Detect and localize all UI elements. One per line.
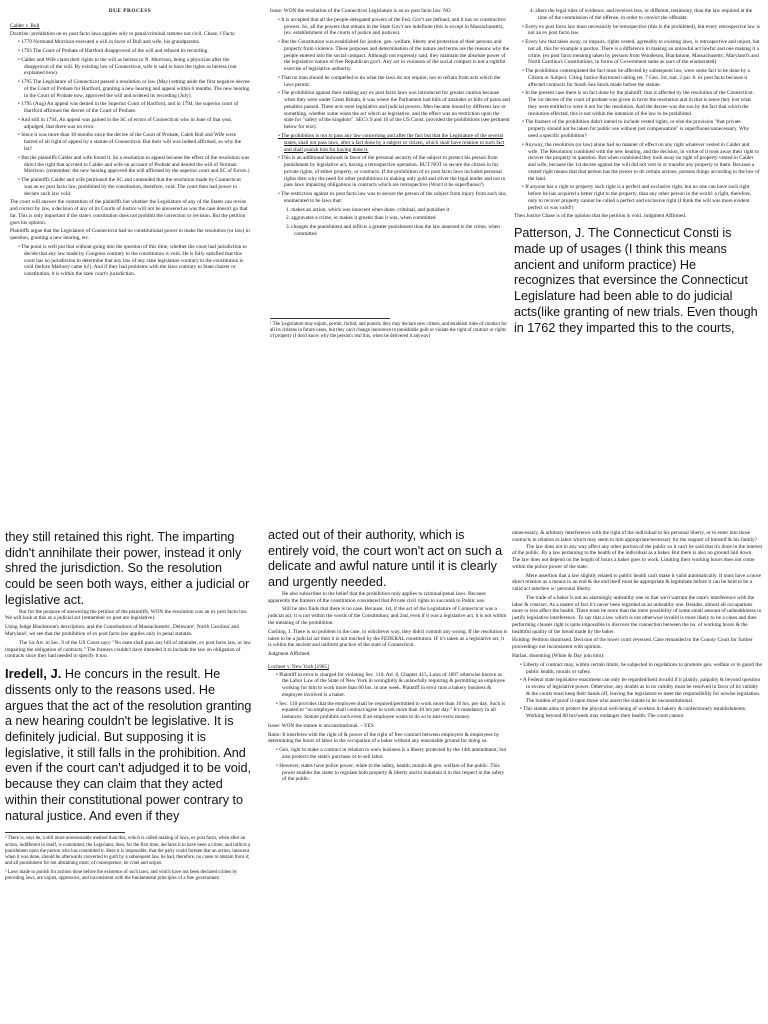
body-paragraph: He also subscribes to the belief that the prohibition only applies to criminal/penal laws. Because apparently the framers of the constitution considered that Private civil rights to succumb to Public use. (268, 590, 486, 604)
page-gap (0, 500, 768, 524)
body-paragraph: • In the present case there is no fact done by the plaintiff, that is affected by the resolution of the Connecticut. The 1st decree of the court of probate was given in favor the resolution and in that is sense they lost what they were entitled to were it not for the resolution. And the decree was the son by the fact that which the resolution effected, this is not within the intention of the law to be prohibited. (514, 90, 760, 117)
reasoning-item: • The prohibition against their making any ex post facto laws was introduced for greater caution because when they were under Great Britain, it was where the Parliament had bills of attainder or bills of pains and penalties passed. These acts were legislative and judicial powers. Men became bound by different law or something, whether some when the act which as legislative, and the effect was no restriction upon the state for "safety of the kingdom". SEC's 9 and 10 of the US Const. provided the prohibitions (see pertinent below for text). (270, 90, 510, 131)
body-paragraph: The trade of a baker is not an alarmingly unhealthy one so that we'd warrant the state's interference with the labor & contract. As a matter of fact it's never been regarded as an unhealthy one. Besides, almost all occupations more or less affect the health. There must be more than the mere possibility of some small amount of unhealthiness to justify legislative interference. To say that a law which is not otherwise invalid is more likely to be a clean and then performing clauses right is quite impossible to discover the connection between the no. of working hours & the healthful quality of the bread made by the baker. (512, 594, 762, 635)
reasoning-item: • Gen. right to make a contract in relation to one's business is a liberty protected by the 14th amendment; but also protects the state's purchase or to sell labor. (268, 747, 508, 761)
fact-item: • Since it was more than 18 months since the decree of the Court of Probate, Caleb Bull and Wife were barred of all right of appeal by a statute of Connecticut. But their will was indeed affirmed, so why the lot? (10, 132, 250, 152)
large-text-block: they still retained this right. The imparting didn't annihilate their power, instead it only shred the jurisdiction. So the resolution could be seen both ways, either a judicial or legislative act. (5, 530, 250, 607)
body-paragraph: • If anyone has a right to property such right is a perfect and exclusive right, but no one can have such right before he has acquired a better right to the property, than any other person in the world: a right, therefore, only to recover property cannot be called a perfect and exclusive right (I think the will was more evident perfect or was valid!) (514, 184, 760, 211)
enumerated-law-3: 3. changes the punishment and inflicts a greater punishment than the law annexed to the crime, when committed (286, 224, 500, 237)
reasoning-item: • But the Constitution was established for justice, gen. welfare, liberty and protection of their persons and property from violence. These purposes and determination of the nature and terms are the reasons why the people entered into the social compact. Although not expressly said, they maintain the absolute power of the legislative nature of free Republican gov't. Any act in violation of the social compact is not a rightful exercise of legislative authority. (270, 39, 510, 73)
body-paragraph: But for the purpose of answering the petition of the plaintiffs, WON the resolution was an ex post facto law. We will look at this as a judicial act (remember ex post are legislative). (5, 608, 248, 622)
large-text-block: Patterson, J. The Connecticut Consti is made up of usages (I think this means ancient and uniform practice) He recognizes that eversince the Connecticut Legislature had been able to do judicial acts(like granting of new trials. Even though in 1762 they imparted this to the courts, (514, 226, 758, 335)
fact-item: • 1795 (Aug) An appeal was denied in the Superior Court of Hartford, and in 1794, the superior court of Hartford affirmed the decree of the Court of Probate. (10, 101, 250, 115)
enumerated-law-text: changes the punishment and inflicts a greater punishment than the law annexed to the crime, when committed (291, 224, 500, 237)
document-title: DUE PROCESS (108, 8, 152, 14)
justice-name: Iredell, J. (5, 666, 62, 682)
case-heading: Calder v. Bull (10, 22, 40, 29)
body-paragraph: Cushing, J. There is no problem in the case, in whichever way, they didn't commit any wrong. If the resolution is taken to be a judicial act then it is not touched by the FEDERAL constitution. IF it's taken as a legislative act, it is within the ancient and uniform practice of the state of Connecticut. (268, 628, 507, 649)
page2-column-1 (5, 530, 255, 884)
holding-statement: Holding: Petition dismissed. Decision of the lower court reversed. Case remanded to the County Court for further proceedings not inconsistent with opinion. (512, 637, 753, 651)
body-paragraph: The 1st Art. in Sec. 9 of the US Const says: "No state shall pass any bill of attainder, ex post facto law, or law impairing the obligation of contracts." The framers couldn't have intended it to include the law on obligation of contracts since they had needed to specify it too. (5, 639, 251, 660)
body-paragraph: Still he also finds that there is no case. Because, 1st, if the act of the Legislature of Connecticut was a judicial act, it is not within the words of the Constitution; and 2nd, even if it was a legislative act, it is not within the meaning of the prohibition. (268, 606, 507, 626)
body-paragraph: Using Judge Blackstone's description, and the Constitutions of Massachusetts', Delaware', North Carolina' and Maryland', we see that the prohibition of ex post facto law applies only in penal statutes. (5, 624, 239, 637)
body-paragraph: • The plaintiffs Calder and wife petitioned the SC and contended that the resolution made by Connecticut was an ex post facto law, prohibited by the constitution, therefore, void. The court then had power to declare such law void. (10, 177, 250, 197)
page1-column-1 (10, 8, 250, 280)
footnote: ³ Laws made to punish for actions done before the existence of such laws, and which have not been declared crimes by preceding laws, are unjust, oppressive, and inconsistent with the fundamental principles of a free government. (5, 869, 238, 881)
fact-item: • 1779 Normand Morrison executed a will in favor of Bull and wife, his grandparents. (10, 39, 250, 46)
facts-list (10, 39, 250, 152)
closing-statement: Then Justice Chase is of the opinion that the petition is void. Judgment Affirmed. (514, 213, 687, 220)
large-text-block: acted out of their authority, which is entirely void, the court won't act on such a delicate and awful nature until it is clearly and urgently needed. (268, 528, 503, 590)
enumerated-law-text: aggravates a crime, or makes it greater than it was, when committed (291, 215, 436, 222)
reasoning-item: • It is accepted that all the people-delegated powers of the Fed. Gov't are defined, and it has no constructive powers. So, all the powers that remain in the State Gov't are indefinite (this is except in Massachusetts), (ex. establishment of the courts of justice and justices). (270, 17, 510, 37)
body-paragraph: • The framers of the prohibition didn't intend to include vested rights, or else the provision "that private property should not be taken for public use without just compensation" is superfluous/unnecessary. Why need a specific prohibition? (514, 119, 760, 139)
reasoning-item: • That no man should be compelled to do what the laws do not require, nor to refrain from acts which the laws permit. (270, 75, 510, 89)
dissent-item: • A Federal state legislative enactment can only be regarded/held invalid if it plainly, palpably & beyond question in excess of legislative power. Otherwise, any doubts as to its validity must be resolved in favor of its validity & the courts must keep their hands off, leaving the legislature to meet the responsibility for unwise legislation. The burden of proof is upon those who assert the statute to be unconstitutional. (512, 677, 762, 704)
document-page-2 (0, 512, 768, 1024)
fact-item: • 1793 The Court of Probate of Hartford disapproved of the will and refused its recording. (10, 48, 250, 55)
enumerated-law-text: makes an action, which was innocent when done, criminal, and punishes it (291, 206, 450, 213)
enumerated-law-4: 4. alters the legal rules of evidence, and receives less, or different, testimony, than the law required at the time of the commission of the offense, in order to convict the offender. (530, 8, 753, 21)
fact-item: • Sec. 110 provides that the employee shall be required/permitted to work more than 10 hrs. per day. Such is equated to "no employee shall contract/agree to work more than 10 hrs per day." It's mandatory in all instances. Statute prohibits such even if an employee wants to do so to earn extra money. (268, 701, 508, 721)
body-paragraph: The court will answer the contention of the plaintiffs but whether the Legislature of any of the States can revise and correct by law, a decision of any of its Courts of Justice will not be answered as was the case doesn't go that far. This is only important if the state's constitution does not prohibit the correction or revision. But the petition goes his opinion. (10, 199, 248, 226)
enumerated-law-2: 2. aggravates a crime, or makes it greater than it was, when committed (286, 215, 436, 222)
body-paragraph: The law does not in any way affect any other portion of the public so it can't be said that it's done in the interest of the public. By a law pertaining to the health of the individual as a baker. But there is also no ground laid down. The law does not depend on the length of hours a baker goes to work. Limiting their working hours does not come within the police power of the state. (512, 543, 762, 570)
body-paragraph: • The point is well put that without going into the question of this time, whether the court had jurisdiction to decide that any law made by Congress contrary to the constitution is void. He is fully satisfied that this court has no jurisdiction to determine that any law of any state legislature contrary to the constitution is void (before Marbury came in!). And if they had problems with the laws contrary to State charter or constitution, it is within the state court's jurisdiction. (10, 244, 250, 278)
footnote-rule (5, 832, 125, 833)
fact-item: • Plaintiff in error is charged for violating Sec. 110, Art. 8, Chapter 415, Laws of 1897 otherwise known as the Labor Law of the State of New York in wrongfully & unlawfully requiring & permitting an employee working for him to work more than 60 hrs. in one week. Plaintiff in error runs a bakery business & employee involved is a baker. (268, 672, 508, 699)
page2-column-2 (268, 528, 508, 785)
case-heading: Lochner v. New York [1905] (268, 663, 329, 670)
dissent-item: • This statute aims to protect the physical well-being of workers in bakery & confectionery establishments. Working beyond 60 hrs/week may endanger their health. The court cannot (512, 706, 762, 720)
reasoning-item: • The restriction against ex post facto law was to secure the person of the subject from injury from such law, enumerated to be laws that: (270, 191, 510, 205)
dissent-item: • Liberty of contract may, within certain limits, be subjected to regulations to promote gen. welfare or to guard the public health, morals or safety. (512, 662, 762, 676)
body-paragraph: Plaintiffs argue that the Legislature of Connecticut had no constitutional power to make the resolution (or law) in question, granting a new hearing, etc. (10, 228, 250, 242)
judgment-line: Judgment Affirmed. (268, 651, 311, 658)
reasoning-item: • However, states have police power, relate to the safety, health, morals & gen. welfare of the public. This power enables the states to regulate both property & liberty and to maintain it in this respect in the safety of the public. (268, 763, 508, 783)
page2-column-3 (512, 530, 762, 722)
page1-column-3 (514, 8, 760, 336)
enumerated-law-1: 1. makes an action, which was innocent when done, criminal, and punishes it (286, 206, 450, 213)
ratio-statement: Ratio: It interferes with the right of & power of the right of free contract between employers & employees by determining the hours of labor in the occupation of a baker without any reasonable ground for doing so. (268, 731, 500, 745)
fact-item: • Calder and Wife claim their rights to the will as heiress to N. Morrison, being a physician after the disapproval of the will. By existing law of Connecticut, wife is said to have the rights as heiress (not explained how). (10, 57, 250, 77)
fact-item: • And still in 1794, An appeal was gained in the SC of errors of Connecticut who in June of that year, adjudged, that there was no error. (10, 117, 250, 131)
reasoning-item: • Every law that takes away, or impairs, rights vested, agreeably to existing laws, is retrospective and unjust, but not all, this for example a pardon. There is a difference in making an unlawful act lawful and one making it a crime. (ex post facto meaning taken by persons from Woodeson, Blackstone, Massachusetts', Maryland's and North Carolina's Constitutions, in forms of Government same as ours of the enumerated) (514, 39, 760, 66)
reasoning-item: • The prohibition contemplated the fact must be affected by subsequent law, were some fact to be done by a Citizen or Subject. Citing Justice Raymond calling ret. 7 Geo. 1st, stat. 2 par. 8. ex post facto because it affected contracts for South Sea Stock made before the statute. (514, 68, 760, 88)
justice-opinion: He concurs in the result. He dissents only to the reasons used. He argues that the act of the resolution granting a new hearing couldn't be legislative. It is definitely judicial. But supposing it is legislative, it still falls in the prohibition. And even if the court can't adjudged it to be void, because they can claim that they acted within their constitutional power contrary to natural justice. And even if they (5, 667, 252, 823)
issue-statement: Issue: WON the resolution of the Connecticut Legislature is an ex post facto law. NO (270, 8, 451, 14)
page1-column-2 (270, 8, 510, 343)
reasoning-item: unnecessary, & arbitrary interference with the right of the individual to his personal liberty, or to enter into those contracts in relation to labor which may seem to him appropriate/necessary for the support of himself & his family? (512, 530, 758, 543)
large-text-block (5, 666, 255, 824)
fact-item: • 1795 The Legislature of Connecticut passed a resolution or law (May) setting aside the first negative decree of the Court of Probate for Hartford, granting a new hearing and appeal within 6 months. The new hearing in the Court of Probate now, approved the will and ordered its recording (July). (10, 79, 250, 99)
dissent-heading: Harlan, dissenting (White & Day join him): (512, 653, 605, 660)
case-intro: Doctrine: prohibition on ex post facto laws applies only to penal/criminal statutes not civil. Chase, J Facts: (10, 30, 236, 37)
enumerated-law-text: alters the legal rules of evidence, and receives less, or different, testimony, than the law required at the time of the commission of the offense, in order to convict the offender. (535, 8, 753, 21)
body-paragraph: • Anyway, the resolution (or law) alone had no manner of effect on any right whatever vested in Calder and wife. The Resolution combined with the new hearing, and the decision, in virtue of it took away their right to recover the property in question. But when combined they took away no right of property vested in Calder and wife, because the 1st decree against the will did not vest in or transfer any property to them. Because a vested right means that that person has the power to do certain actions, possess things according to the law of the land. (514, 142, 760, 183)
reasoning-item: • This is an additional bulwark in favor of the personal security of the subject to protect his person from punishment by legislative act, having a retrospective operation. BUT NOT to secure the citizen in his private rights, of either property, or contracts. If the prohibition of ex post facto laws included personal rights then why the need for other prohibitions in making only gold and silver the legal tender and not to pass laws impairing obligations in contracts which are retrospective (Won't it be superfluous?) (270, 155, 510, 189)
footnote-rule (270, 318, 390, 319)
footnote: ² There is, says he, a still more unreasonable method than this, which is called making of laws, ex post facto, when after an action, indifferent in itself, is committed, the Legislator, then, for the first time, declares it to have been a crime, and inflicts a punishment upon the person who has committed it. Here it is impossible, that the party could foresee that an action, innocent when it was done, should be afterwards converted to guilt by a subsequent law, he had, therefore, no cause to abstain from it; and all punishment for not abstaining must, of consequence, be cruel and unjust. (5, 836, 251, 867)
body-paragraph: Mere assertion that a law slightly related to public health can't make it valid automatically. It must have a more direct relation as a means to an end & the end itself must be appropriate & legitimate before it can be held to be a valid act interfere w/ personal liberty. (512, 572, 762, 593)
body-paragraph: • But the plaintiffs Calder and wife found it. So a resolution to appeal became the effect of the resolution was direct the right that accrued to Calder and wife on account of Probate and denied the will of Norman Morrison. (remember: the new hearing approved the will affirmed by the superior court and SC of Errors.) (10, 155, 250, 175)
footnote: ¹ The Legislature may enjoin, permit, forbid, and punish; they may declare new crimes, and establish rules of conduct for all its citizens in future cases, but they can't change innocence to punishable guilt or violate the right of contract or rights of property (I don't know why the person's real this, when he delivered it anyway) (270, 321, 508, 340)
issue-statement: Issue: WON the statute is unconstitutional. – YES (268, 722, 374, 729)
reasoning-item: • Every ex post facto law must necessarily be retrospective (this is the prohibited), but every retrospective law is not an ex post facto law. (514, 24, 760, 38)
reasoning-item-underlined: • The prohibition is not to pass any law concerning and after the fact but that the Legislature of the several states, shall not pass laws, after a fact done by a subject or citizen, which shall have relation to such fact and shall punish him for having done it. (270, 133, 510, 153)
